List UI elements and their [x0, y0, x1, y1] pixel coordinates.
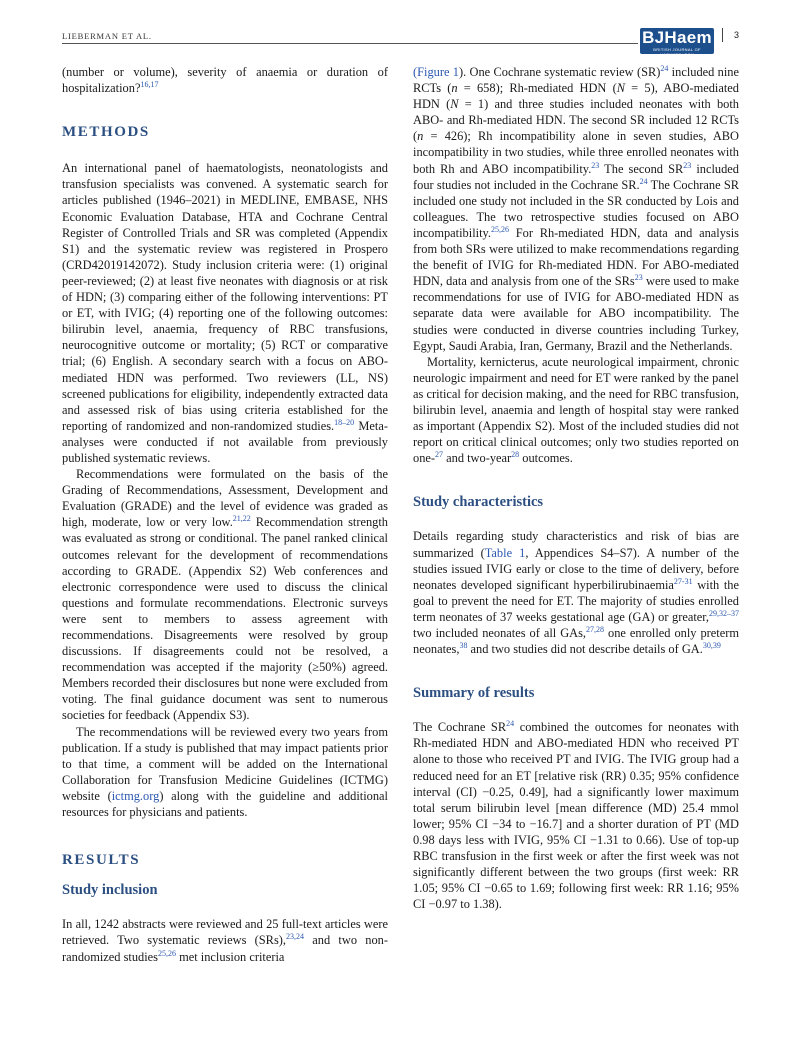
study-characteristics-paragraph: Details regarding study characteristics and risk of bias are summarized (Table 1, Appendices S4–S7). A number of the studies issued IVIG early or close to the time of delivery, before neonates developed significant hyperbilirubinaemia$^{27-31}$ with the goal to prevent the need for ET. The majority of studies enrolled term neonates of 37 weeks gestational age (GA) or greater,$^{29,32-37}$ two included neonates of all GAs,$^{27,28}$ one enrolled only preterm neonates,$^{38}$ and two studies did not describe details of GA.$^{30,39}$ [413, 529, 739, 657]
citation[interactable]: 23,24 [286, 932, 304, 942]
methods-paragraph-3: The recommendations will be reviewed every two years from publication. If a study is published that may impact patients prior to that time, a comment will be added on the International Collaboration for Transfusion Medicine Guidelines (ICTMG) website (ictmg.org) along with the guideline and additional resources for physicians and patients. [62, 724, 388, 820]
ictmg-link[interactable]: ictmg.org [111, 788, 160, 803]
citation[interactable]: 21,22 [232, 514, 251, 524]
study-inclusion-heading: Study inclusion [62, 882, 158, 899]
running-head: LIEBERMAN ET AL. [62, 31, 152, 41]
study-inclusion-continued: (Figure 1). One Cochrane systematic review (SR)$^{24}$ included nine RCTs (n = 658); Rh-mediated HDN (N = 5), ABO-mediated HDN (N = 1) and three studies included neonates with both ABO- and Rh-mediated HDN. The second SR included 12 RCTs (n = 426); Rh incompatibility alone in seven studies, ABO incompatibility in two studies, while three enrolled neonates with both Rh and ABO incompatibility.$^{23}$ The second SR$^{23}$ included four studies not included in the Cochrane SR.$^{24}$ The Cochrane SR included one study not included in the SR conducted by Lois and colleagues. The two retrospective studies focused on ABO incompatibility.$^{25,26}$ For Rh-mediated HDN, data and analysis from both SRs were utilized to make recommendations regarding the benefit of IVIG for Rh-mediated HDN. For ABO-mediated HDN, data and analysis from one of the SRs$^{23}$ were used to make recommendations for use of IVIG for ABO-mediated HDN as separate data were available for ABO incompatibility. The studies were conducted in diverse countries including Turkey, Egypt, Saudi Arabia, Iran, Germany, Brazil and the Netherlands. [413, 64, 740, 353]
citation[interactable]: 23 [634, 273, 643, 283]
citation[interactable]: 23 [683, 160, 692, 170]
methods-paragraph-2: Recommendations were formulated on the basis of the Grading of Recommendations, Assessment, Development and Evaluation (GRADE) and the level of evidence was graded as high, moderate, low or very low.$^{21,22}$ Recommendation strength was evaluated as strong or conditional. The panel ranked clinical outcomes relevant for the development of recommendations according to GRADE. (Appendix S2) Web conferences and electronic correspondence were used to discuss the clinical questions and formulate recommendations. Electronic surveys were sent to members to assess agreement with recommendations. Disagreements were resolved by group discussions. If disagreements could not be resolved, a recommendation was accepted if the majority (≥50%) agreed. Members recorded their disclosures but none were excluded from voting. The final guidance document was sent to numerous societies for feedback (Appendix S3). [62, 467, 388, 723]
citation[interactable]: 24 [660, 64, 669, 73]
citation[interactable]: 24 [506, 719, 515, 729]
citation[interactable]: 29,32–37 [709, 608, 739, 618]
journal-logo [640, 28, 714, 57]
logo-main-text: BJHaem [642, 28, 712, 47]
table-1-link[interactable]: Table 1 [484, 545, 526, 560]
methods-heading: METHODS [62, 124, 150, 141]
citation[interactable]: 23 [591, 160, 600, 170]
left-column [62, 64, 388, 965]
citation[interactable]: 25,26 [491, 224, 510, 234]
header-divider [722, 28, 723, 42]
citation[interactable]: 38 [459, 641, 468, 651]
page-number: 3 [734, 30, 740, 40]
results-heading: RESULTS [62, 852, 141, 869]
header-rule [62, 43, 638, 44]
citation[interactable]: 24 [639, 176, 648, 186]
figure-1-link[interactable]: (Figure 1 [413, 65, 459, 79]
summary-of-results-paragraph: The Cochrane SR$^{24}$ combined the outcomes for neonates with Rh-mediated HDN and ABO-mediated HDN who received PT alone to those who received PT and IVIG. The IVIG group had a reduced need for an ET [relative risk (RR) 0.35; 95% confidence interval (CI) −0.25, 0.49], had a significantly lower maximum total serum bilirubin level [mean difference (MD) 25.4 mmol lower; 95% CI −34 to −16.7] and a shorter duration of PT (MD 0.98 days less with IVIG, 95% CI −1.31 to 0.66). Use of top-up RBC transfusion in the first week or after the first week was not significantly different between the two groups (first week: RR 1.05; 95% CI −0.65 to 1.69; following first week: RR 1.16; 95% CI −0.97 to 1.38). [413, 719, 739, 912]
outcomes-paragraph: Mortality, kernicterus, acute neurological impairment, chronic neurologic impairment and need for ET were ranked by the panel as critical for decision making, and the need for RBC transfusion, bilirubin level, anaemia and length of hospital stay were ranked as important (Appendix S2). Most of the included studies did not report on critical clinical outcomes; only two studies reported on one-$^{27}$ and two-year$^{28}$ outcomes. [413, 354, 739, 466]
summary-of-results-heading: Summary of results [413, 685, 535, 702]
study-inclusion-paragraph: In all, 1242 abstracts were reviewed and 25 full-text articles were retrieved. Two systematic reviews (SRs),$^{23,24}$ and two non-randomized studies$^{25,26}$ met inclusion criteria [62, 917, 388, 964]
citation[interactable]: 28 [511, 450, 520, 460]
citation[interactable]: 16,17 [140, 80, 159, 90]
citation[interactable]: 27,28 [586, 625, 605, 634]
methods-paragraph-1: An international panel of haematologists, neonatologists and transfusion specialists was convened. A systematic search for articles published (1946–2021) in MEDLINE, EMBASE, NHS Economic Evaluation Database, HTA and Cochrane Central Register of Controlled Trials and SR was completed (Appendix S1) and the systematic review was registered in Prospero (CRD42019142072). Study inclusion criteria were: (1) original peer-reviewed; (2) at least five neonates with diagnosis or at risk of HDN; (3) comparing either of the following interventions: PT or ET, with IVIG; (4) reporting one of the following outcomes: bilirubin level, anaemia, frequency of RBC transfusions, neurocognitive outcome or mortality; (5) RCT or comparative trial; (6) English. A secondary search with a focus on ABO-mediated HDN was performed. Two reviewers (LL, NS) screened publications for eligibility, independently extracted data and assessed risk of bias using criteria established for the reporting of randomized and non-randomized studies.$^{18-20}$ Meta-analyses were conducted if not available from previously published systematic reviews. [62, 161, 388, 465]
citation[interactable]: 25,26 [158, 948, 177, 958]
right-column [413, 64, 739, 912]
citation[interactable]: 27-31 [673, 576, 693, 586]
citation[interactable]: 18–20 [334, 417, 355, 427]
citation[interactable]: 27 [435, 450, 444, 460]
page-header [62, 28, 740, 57]
logo-sub-text: BRITISH JOURNAL OF HAEMATOLOGY [653, 47, 701, 57]
citation[interactable]: 30,39 [702, 641, 721, 651]
intro-tail-paragraph: (number or volume), severity of anaemia or duration of hospitalization?$^{16,17}$ [62, 65, 388, 96]
study-characteristics-heading: Study characteristics [413, 494, 544, 511]
